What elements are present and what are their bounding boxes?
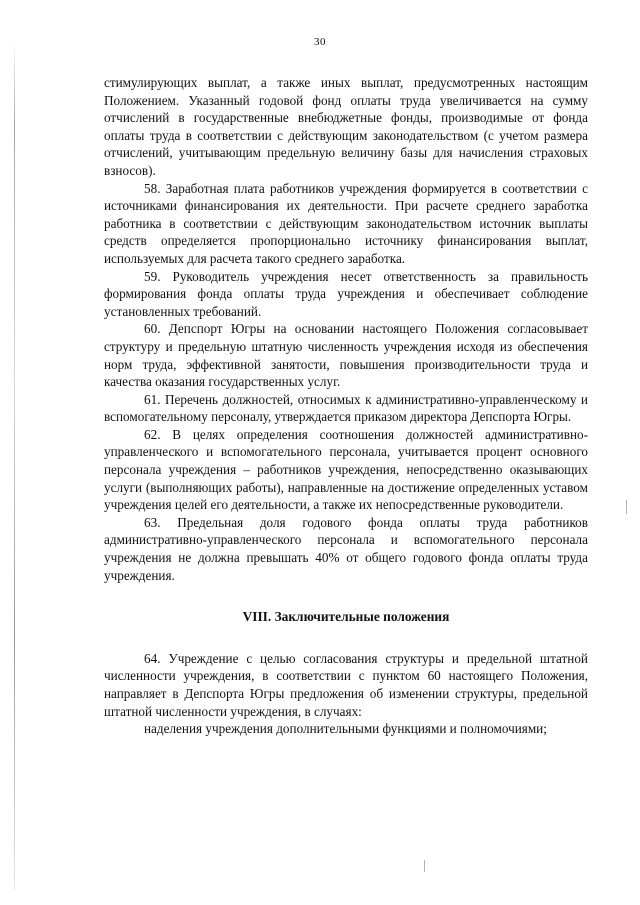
stray-scan-mark [424,860,425,872]
page-number: 30 [314,36,326,48]
paragraph-64: 64. Учреждение с целью согласования структуры и предельной штатной численности учреждения, в соответствии с пунктом 60 настоящего Положения, направляет в Депспорта Югры предложения об изменении структуры, предельной штатной численности учреждения, в случаях: [104,650,588,719]
section-heading: VIII. Заключительные положения [242,609,450,625]
paragraph-64-list-item: наделения учреждения дополнительными функциями и полномочиями; [144,721,547,737]
document-body [104,74,588,738]
paragraph-60: 60. Депспорт Югры на основании настоящего Положения согласовывает структуру и предельную штатную численность учреждения исходя из обеспечения норм труда, эффективной занятости, повышения производительности труда и качества оказания государственных услуг. [104,321,588,390]
paragraph-62: 62. В целях определения соотношения должностей административно-управленческого и вспомогательного персонала, учитывается процент основного персонала учреждения – работников учреждения, непосредственно оказывающих услуги (выполняющих работы), направленные на достижение определенных уставом учреждения целей его деятельности, а также их непосредственные руководители. [104,426,588,513]
paragraph-63: 63. Предельная доля годового фонда оплаты труда работников административно-управленческого персонала и вспомогательного персонала учреждения не должна превышать 40% от общего годового фонда оплаты труда учреждения. [104,514,588,583]
paragraph-58: 58. Заработная плата работников учреждения формируется в соответствии с источниками финансирования их деятельности. При расчете среднего заработка работника в соответствии с действующим законодательством источник выплаты средств определяется пропорционально источнику финансирования выплат, используемых для расчета такого среднего заработка. [104,180,588,266]
stray-scan-mark [626,500,627,514]
paragraph-61: 61. Перечень должностей, относимых к административно-управленческому и вспомогательному персоналу, утверждается приказом директора Депспорта Югры. [104,391,588,425]
paragraph-continuation: стимулирующих выплат, а также иных выплат, предусмотренных настоящим Положением. Указанный годовой фонд оплаты труда увеличивается на сумму отчислений в государственные внебюджетные фонды, производимые от фонда оплаты труда в соответствии с действующим законодательством (с учетом размера отчислений, учитывающим предельную величину базы для начисления страховых взносов). [104,75,588,178]
paragraph-59: 59. Руководитель учреждения несет ответственность за правильность формирования фонда оплаты труда учреждения и обеспечивает соблюдение установленных требований. [104,268,588,319]
scan-edge-line [14,40,15,890]
